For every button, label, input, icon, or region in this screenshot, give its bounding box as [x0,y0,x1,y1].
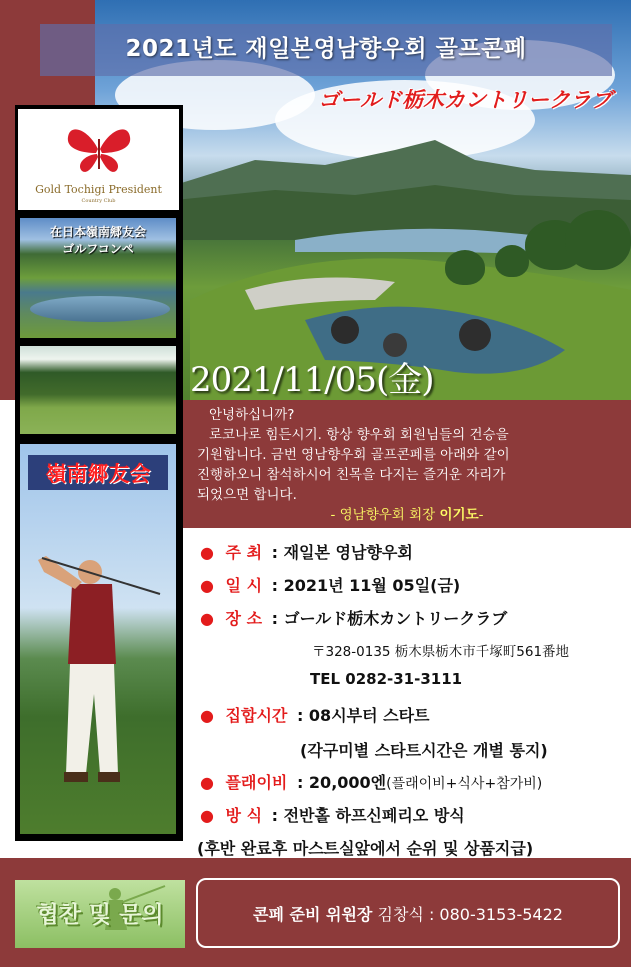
detail-value: : 재일본 영남향우회 [271,543,413,562]
bullet-icon: ● [200,706,214,725]
signature-prefix: - 영남향우회 회장 [330,507,436,523]
detail-label: 일 시 [225,576,263,595]
detail-value: : ゴールド栃木カントリークラブ [271,609,508,628]
detail-label: 집합시간 [225,706,288,725]
page-title: 2021년도 재일본영남향우회 골프콘페 [125,36,527,62]
golfer-photo [20,444,176,834]
greeting-text [197,405,607,505]
greeting-signature [183,503,631,523]
golfer-figure-icon [20,444,176,834]
fee-note: (플래이비+식사+참가비) [386,776,543,792]
contact-phone: : 080-3153-5422 [428,905,563,924]
logo-subtext: Country Club [81,198,116,204]
signature-suffix: - [478,507,484,523]
greeting-line: 진행하오니 참석하시어 친목을 다지는 즐거운 자리가 [197,467,506,483]
event-date: 2021/11/05(金) [190,360,434,400]
sponsor-title: 협찬 및 문의 [36,902,164,928]
club-label: 嶺南郷友会 [45,462,151,486]
detail-value: : 20,000엔 [296,773,387,792]
venue-phone: TEL 0282-31-3111 [310,670,463,688]
detail-label: 장 소 [225,609,263,628]
detail-host [200,540,413,563]
contact-name: 김창식 [377,905,424,924]
detail-venue [200,606,507,629]
awards-note: (후반 완료후 마스트실앞에서 순위 및 상품지급) [197,839,534,858]
contact-info [196,902,620,925]
bullet-icon: ● [200,543,214,562]
venue-address: 〒328-0135 栃木県栃木市千塚町561番地 [312,644,570,660]
course-thumbnail-fairway [20,346,176,434]
detail-label: 방 식 [225,806,263,825]
bullet-icon: ● [200,609,214,628]
detail-value: : 2021년 11월 05일(금) [271,576,461,595]
greeting-line: 되었으면 합니다. [197,487,297,503]
detail-meeting-time [200,703,430,726]
detail-fee [200,770,542,793]
bullet-icon: ● [200,806,214,825]
greeting-line: 안녕하십니까? [209,407,295,423]
detail-date [200,573,460,596]
thumbnail-caption-line-1: 在日本嶺南郷友会 [49,225,146,239]
contact-role: 콘페 준비 위원장 [253,905,373,924]
bullet-icon: ● [200,773,214,792]
greeting-line: 로코나로 힘든시기. 항상 향우회 회원님들의 건승을 [209,427,509,443]
detail-label: 플래이비 [225,773,288,792]
greeting-line: 기원합니다. 금번 영남향우회 골프콘페를 아래와 같이 [197,447,510,463]
signature-name: 이기도 [439,507,479,523]
club-name-heading: ゴールド栃木カントリークラブ [318,88,612,112]
detail-label: 주 최 [225,543,263,562]
butterfly-logo-icon [18,109,179,189]
detail-value: : 전반홀 하프신페리오 방식 [271,806,465,825]
meeting-note: (각구미별 스타트시간은 개별 통지) [300,741,548,760]
detail-format [200,803,465,826]
logo-text: Gold Tochigi President [35,183,162,196]
thumbnail-caption-line-2: ゴルフコンペ [62,242,134,256]
detail-value: : 08시부터 스타트 [296,706,430,725]
bullet-icon: ● [200,576,214,595]
